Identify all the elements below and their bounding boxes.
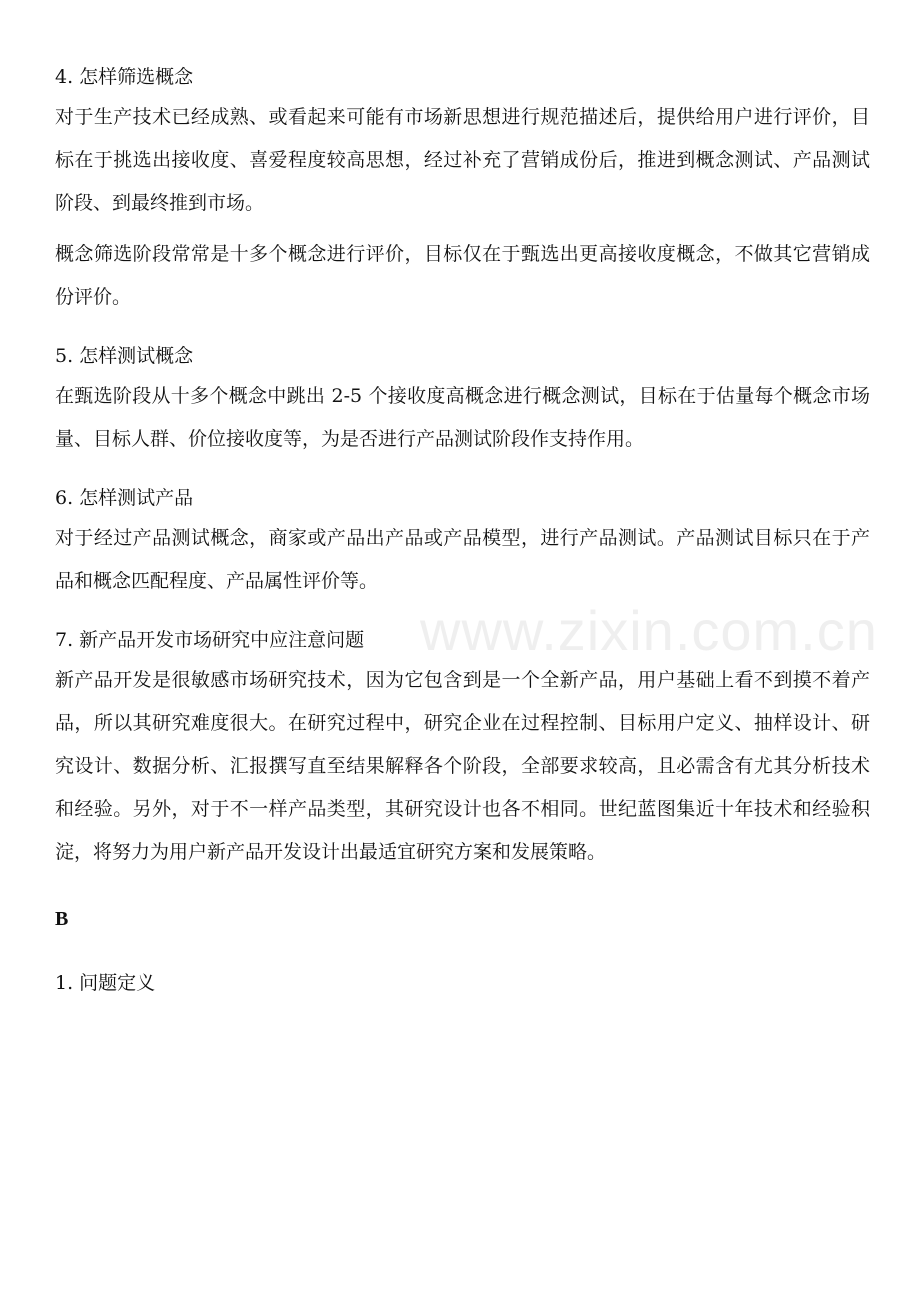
section-5-paragraph-1: 在甄选阶段从十多个概念中跳出 2-5 个接收度高概念进行概念测试，目标在于估量每个概念市场量、目标人群、价位接收度等，为是否进行产品测试阶段作支持作用。	[55, 385, 870, 450]
section-b-letter: B	[55, 908, 69, 930]
section-7-heading: 7. 新产品开发市场研究中应注意问题	[55, 629, 365, 651]
section-6-paragraph-1: 对于经过产品测试概念，商家或产品出产品或产品模型，进行产品测试。产品测试目标只在于产品和概念匹配程度、产品属性评价等。	[55, 527, 870, 592]
section-4-paragraph-1: 对于生产技术已经成熟、或看起来可能有市场新思想进行规范描述后，提供给用户进行评价，目标在于挑选出接收度、喜爱程度较高思想，经过补充了营销成份后，推进到概念测试、产品测试阶段、到最终推到市场。	[55, 106, 870, 214]
document-page	[55, 58, 870, 1002]
watermark: www.zixin.com.cn	[420, 599, 878, 662]
section-7-paragraph-1: 新产品开发是很敏感市场研究技术，因为它包含到是一个全新产品，用户基础上看不到摸不着产品，所以其研究难度很大。在研究过程中，研究企业在过程控制、目标用户定义、抽样设计、研究设计、数据分析、汇报撰写直至结果解释各个阶段，全部要求较高，且必需含有尤其分析技术和经验。另外，对于不一样产品类型，其研究设计也各不相同。世纪蓝图集近十年技术和经验积淀，将努力为用户新产品开发设计出最适宜研究方案和发展策略。	[55, 669, 870, 863]
section-4-heading: 4. 怎样筛选概念	[55, 66, 194, 88]
section-4-paragraph-2: 概念筛选阶段常常是十多个概念进行评价，目标仅在于甄选出更高接收度概念，不做其它营销成份评价。	[55, 243, 870, 308]
section-b-heading: 1. 问题定义	[55, 972, 156, 994]
section-5-heading: 5. 怎样测试概念	[55, 345, 194, 367]
section-6-heading: 6. 怎样测试产品	[55, 487, 194, 509]
